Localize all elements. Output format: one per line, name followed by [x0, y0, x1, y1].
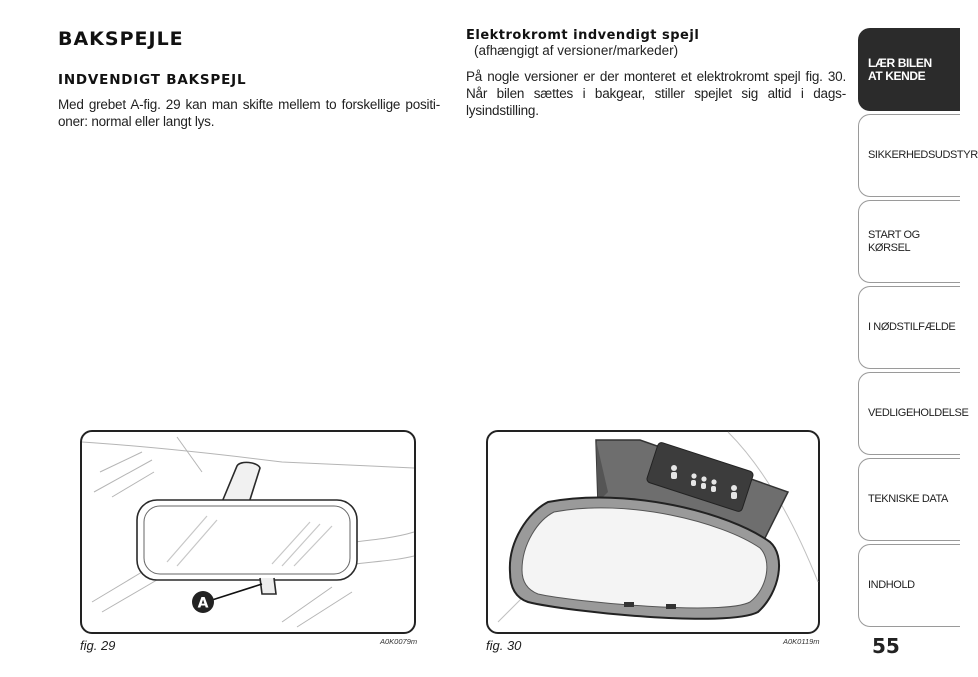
left-column: [58, 28, 440, 130]
tab-sikkerhedsudstyr[interactable]: [858, 114, 978, 197]
tab-label: TEKNISKE DATA: [868, 493, 948, 505]
electrochromic-mirror-illustration: [488, 432, 818, 632]
figure-30-label: fig. 30: [486, 638, 522, 653]
figure-29-code: A0K0079m: [380, 637, 418, 646]
version-note: (afhængigt af versioner/markeder): [474, 43, 679, 58]
tab-label: LÆR BILEN AT KENDE: [868, 56, 932, 83]
tab-i-nodstilfaelde[interactable]: [858, 286, 960, 369]
tab-indhold[interactable]: [858, 544, 960, 627]
tab-label: I NØDSTILFÆLDE: [868, 321, 956, 333]
paragraph-interior-mirror: Med grebet A-fig. 29 kan man skifte mellem to forskellige positi-oner: normal eller langt lys.: [58, 97, 440, 129]
tab-vedligeholdelse[interactable]: [858, 372, 969, 455]
rear-view-mirror-illustration: [82, 432, 414, 632]
section-title: BAKSPEJLE: [58, 28, 184, 50]
tab-label: SIKKERHEDSUDSTYR: [868, 149, 978, 161]
tab-label: VEDLIGEHOLDELSE: [868, 407, 969, 419]
tab-tekniske-data[interactable]: [858, 458, 960, 541]
callout-a-label: A: [197, 595, 209, 612]
tab-laer-bilen-at-kende[interactable]: [858, 28, 960, 111]
page-number: 55: [872, 634, 900, 658]
subsection-title: INDVENDIGT BAKSPEJL: [58, 72, 247, 88]
figure-30-code: A0K0119m: [783, 637, 820, 646]
right-column: [466, 28, 846, 119]
tab-label: START OG KØRSEL: [868, 228, 920, 254]
chapter-tabs: [858, 28, 978, 630]
paragraph-electrochromic: På nogle versioner er der monteret et elektrokromt spejl fig. 30. Når bilen sættes i bakgear, stiller spejlet sig altid i dags-lysindstilling.: [466, 69, 846, 118]
figure-30: [486, 430, 820, 634]
figure-29: [80, 430, 416, 634]
tab-start-og-korsel[interactable]: [858, 200, 960, 283]
electrochromic-title: Elektrokromt indvendigt spejl: [466, 28, 700, 43]
tab-label: INDHOLD: [868, 579, 915, 591]
figure-29-label: fig. 29: [80, 638, 116, 653]
